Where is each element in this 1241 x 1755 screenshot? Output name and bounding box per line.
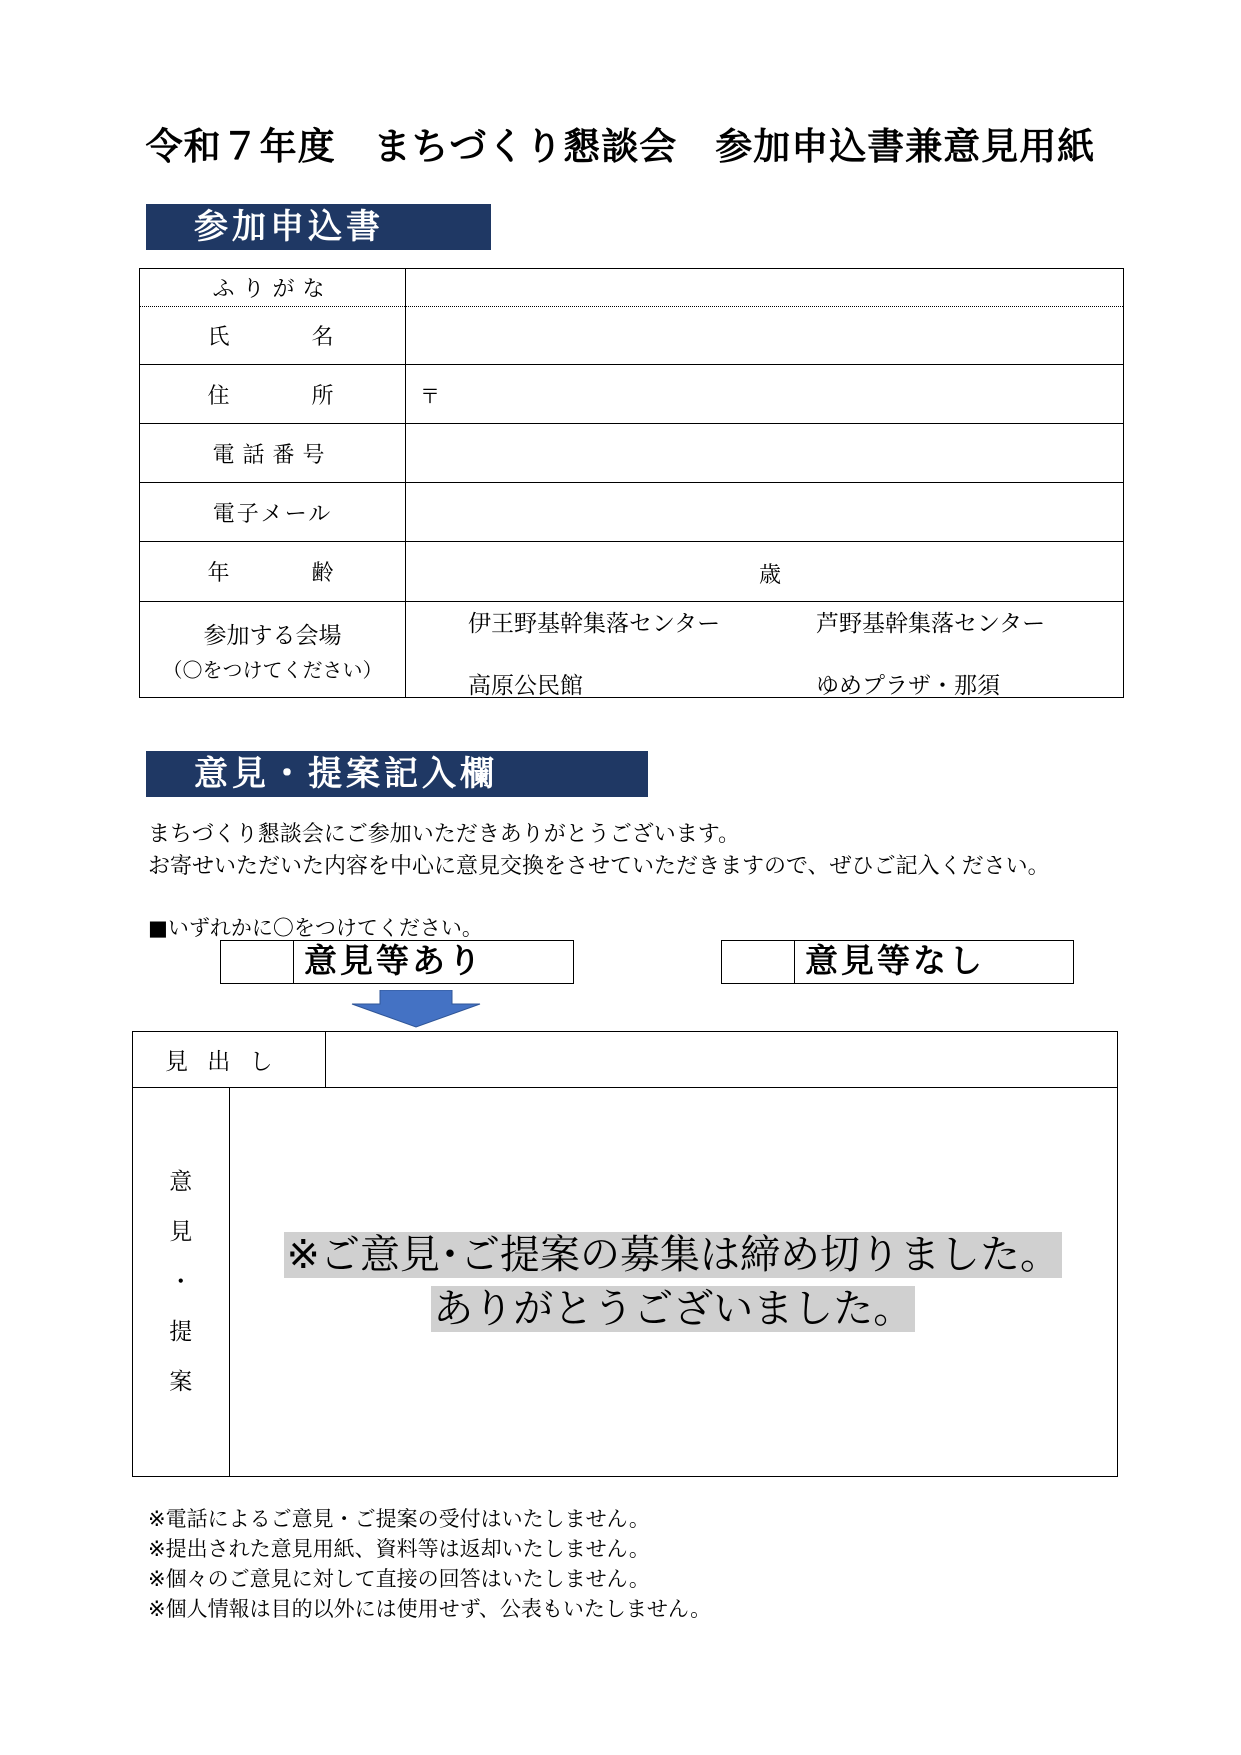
body-label-char: 案: [169, 1369, 193, 1395]
application-table: [139, 268, 1124, 698]
application-heading: 参加申込書: [146, 204, 491, 250]
furigana-field[interactable]: [406, 269, 1124, 307]
closed-notice-line-2: ありがとうございました。: [433, 1286, 914, 1332]
option-no-check[interactable]: [722, 941, 795, 983]
phone-label: 電話番号: [140, 424, 406, 483]
footnote-reply: ※個々のご意見に対して直接の回答はいたしません。: [148, 1567, 650, 1591]
venue-option-ashino[interactable]: 芦野基幹集落センター: [816, 610, 1046, 637]
venue-option-ionoya[interactable]: 伊王野基幹集落センター: [468, 610, 721, 637]
option-yes-box[interactable]: [220, 940, 574, 984]
email-label: 電子メール: [140, 483, 406, 542]
option-yes-label: 意見等あり: [304, 941, 484, 980]
body-label-char: 意: [169, 1169, 193, 1195]
down-arrow-icon: [350, 990, 482, 1028]
name-label: 氏 名: [140, 307, 406, 365]
body-label-char: ・: [169, 1269, 193, 1295]
closed-notice-line-1: ※ご意見･ご提案の募集は締め切りました。: [286, 1232, 1060, 1278]
option-yes-check[interactable]: [221, 941, 294, 983]
name-field[interactable]: [406, 307, 1124, 365]
venue-option-takahara[interactable]: 高原公民館: [468, 672, 583, 699]
body-label-char: 見: [169, 1219, 193, 1245]
intro-line-1: まちづくり懇談会にご参加いただきありがとうございます。: [148, 822, 741, 847]
address-field[interactable]: [406, 365, 1124, 424]
email-field[interactable]: [406, 483, 1124, 542]
opinion-heading: 意見・提案記入欄: [146, 751, 648, 797]
venue-hint: （〇をつけてください）: [162, 657, 383, 682]
body-label-cell: [133, 1088, 230, 1477]
phone-field[interactable]: [406, 424, 1124, 483]
choose-prompt: ■いずれかに〇をつけてください。: [148, 916, 483, 940]
venue-option-yume-plaza[interactable]: ゆめプラザ・那須: [816, 672, 1000, 699]
opinion-body-field[interactable]: [229, 1088, 1118, 1477]
opinion-table: [132, 1031, 1118, 1477]
postal-mark: 〒: [420, 383, 440, 408]
intro-line-2: お寄せいただいた内容を中心に意見交換をさせていただきますので、ぜひご記入ください。: [148, 854, 1050, 879]
page-title: 令和７年度 まちづくり懇談会 参加申込書兼意見用紙: [145, 125, 1096, 168]
headline-field[interactable]: [326, 1032, 1118, 1088]
footnote-privacy: ※個人情報は目的以外には使用せず、公表もいたしません。: [148, 1597, 712, 1621]
venue-options: [406, 602, 1124, 698]
age-label: 年 齢: [140, 542, 406, 602]
option-no-box[interactable]: [721, 940, 1074, 984]
footnote-return: ※提出された意見用紙、資料等は返却いたしません。: [148, 1537, 650, 1561]
age-unit: 歳: [759, 563, 782, 588]
furigana-label: ふりがな: [140, 269, 406, 307]
body-label-char: 提: [169, 1319, 193, 1345]
option-no-label: 意見等なし: [805, 941, 985, 980]
venue-label: 参加する会場: [203, 622, 342, 649]
venue-label-cell: [140, 602, 406, 698]
age-field[interactable]: [406, 542, 1124, 602]
address-label: 住 所: [140, 365, 406, 424]
footnote-phone: ※電話によるご意見・ご提案の受付はいたしません。: [148, 1507, 650, 1531]
headline-label: 見 出 し: [133, 1032, 326, 1088]
